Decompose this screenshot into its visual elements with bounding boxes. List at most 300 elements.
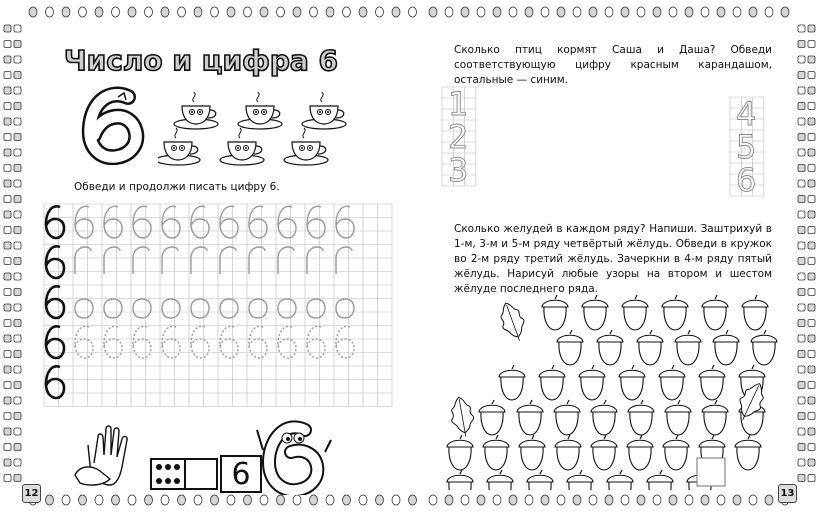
acorn (567, 470, 593, 490)
trace-digit (307, 299, 325, 318)
trace-digit (336, 299, 354, 318)
acorn (447, 435, 473, 470)
border-square (4, 196, 11, 203)
trace-digit (307, 206, 325, 238)
page-title-graphic (60, 40, 360, 80)
border-circle (310, 495, 318, 505)
acorn (751, 330, 777, 365)
border-circle (29, 7, 37, 17)
acorn (702, 295, 728, 330)
acorn (637, 330, 663, 365)
border-square (798, 165, 805, 172)
border-circle (445, 7, 453, 17)
acorns-pyramid[interactable] (440, 290, 780, 490)
dice-dot (156, 478, 162, 484)
border-square (808, 258, 815, 265)
border-circle (260, 495, 268, 505)
border-square (798, 134, 805, 141)
border-circle (161, 495, 169, 505)
border-square (798, 41, 805, 48)
oak-leaf-icon (448, 395, 477, 438)
acorn (742, 295, 768, 330)
border-square (14, 413, 21, 420)
border-circle (392, 7, 400, 17)
border-square (798, 56, 805, 63)
trace-digit (249, 206, 267, 238)
acorn (675, 330, 701, 365)
border-square (14, 397, 21, 404)
trace-digit (278, 299, 296, 318)
acorn (659, 365, 685, 400)
big-digit-six (80, 85, 150, 165)
border-square (4, 475, 11, 482)
border-square (808, 196, 815, 203)
border-circle (557, 7, 565, 17)
border-square (4, 366, 11, 373)
border-square (798, 397, 805, 404)
border-circle (621, 495, 629, 505)
border-circle (509, 495, 517, 505)
dice-six-dots (150, 458, 220, 490)
border-square (4, 382, 11, 389)
acorn (527, 470, 553, 490)
acorn (627, 435, 653, 470)
border-square (798, 242, 805, 249)
trace-digit (220, 326, 238, 358)
border-square (4, 227, 11, 234)
acorn (735, 435, 761, 470)
trace-digit (278, 326, 296, 358)
border-circle (573, 495, 581, 505)
border-square (14, 335, 21, 342)
trace-digit (75, 247, 91, 274)
border-circle (277, 7, 285, 17)
teacup-icon (158, 128, 200, 165)
trace-digit (336, 247, 352, 274)
border-square (808, 242, 815, 249)
border-circle (589, 495, 597, 505)
border-square (798, 180, 805, 187)
trace-digit (162, 326, 180, 358)
border-circle (95, 7, 103, 17)
digit-six-sample (46, 206, 64, 238)
teacup-icon (238, 92, 282, 129)
page-number-left: 12 (22, 484, 41, 503)
border-circle (326, 495, 334, 505)
border-circle (62, 495, 70, 505)
teacup-icon (174, 92, 218, 129)
trace-digit (104, 326, 122, 358)
border-square (14, 289, 21, 296)
border-square (14, 87, 21, 94)
border-square (808, 366, 815, 373)
border-square (808, 428, 815, 435)
border-square (808, 413, 815, 420)
border-square (4, 25, 11, 32)
border-square (798, 87, 805, 94)
acorn (702, 400, 728, 435)
border-square (14, 428, 21, 435)
dice-dot (165, 464, 171, 470)
trace-digit (162, 299, 180, 318)
border-circle (128, 495, 136, 505)
border-square (14, 366, 21, 373)
border-circle (227, 495, 235, 505)
border-square (4, 351, 11, 358)
trace-digit (307, 247, 323, 274)
page-number-right: 13 (778, 484, 797, 503)
border-circle (733, 7, 741, 17)
border-square (798, 475, 805, 482)
answer-box (697, 458, 725, 486)
border-square (798, 196, 805, 203)
border-circle (541, 495, 549, 505)
acorn (582, 295, 608, 330)
border-circle (194, 495, 202, 505)
border-square (798, 211, 805, 218)
border-circle (701, 495, 709, 505)
acorn (487, 470, 513, 490)
dice-dot (156, 464, 162, 470)
border-circle (509, 7, 517, 17)
border-square (4, 41, 11, 48)
trace-digit (75, 326, 93, 358)
border-circle (621, 7, 629, 17)
border-square (808, 304, 815, 311)
border-square (808, 444, 815, 451)
trace-digit (220, 206, 238, 238)
border-square (14, 196, 21, 203)
trace-digit (162, 247, 178, 274)
six-character-illustration (255, 420, 335, 495)
trace-digit (133, 247, 149, 274)
border-square (798, 118, 805, 125)
border-circle (293, 495, 301, 505)
border-square (808, 273, 815, 280)
border-square (798, 366, 805, 373)
border-square (14, 165, 21, 172)
border-circle (685, 495, 693, 505)
border-square (4, 87, 11, 94)
task2-text: Сколько желудей в каждом ряду? Напиши. Заштрихуй в 1-м, 3-м и 5-м ряду четвёртый жёлудь. Обведи в кружок во 2-м ряду третий жёлудь. Зачеркни в 4-м ряду пятый жёлудь. Нарисуй любые узоры на втором и шестом жёлуде последнего ряда. (454, 223, 772, 295)
border-circle (178, 495, 186, 505)
acorn (591, 435, 617, 470)
border-square (798, 459, 805, 466)
hand-six-fingers-icon (70, 415, 150, 490)
border-circle (717, 7, 725, 17)
acorn (647, 470, 673, 490)
trace-digit (220, 247, 236, 274)
trace-digit: 2 (448, 118, 469, 156)
digit-six-sample (46, 326, 64, 358)
border-circle (211, 7, 219, 17)
border-circle (343, 7, 351, 17)
border-square (808, 351, 815, 358)
border-square (808, 134, 815, 141)
trace-digit: 1 (448, 85, 469, 123)
trace-digit (133, 326, 151, 358)
trace-digit (104, 299, 122, 318)
border-circle (244, 7, 252, 17)
border-square (798, 227, 805, 234)
border-circle (461, 495, 469, 505)
acorn (591, 400, 617, 435)
border-square (4, 118, 11, 125)
border-square (808, 149, 815, 156)
border-square (14, 475, 21, 482)
border-square (14, 227, 21, 234)
border-square (808, 165, 815, 172)
border-circle (161, 7, 169, 17)
acorn (699, 365, 725, 400)
border-square (4, 289, 11, 296)
border-circle (749, 7, 757, 17)
border-square (14, 320, 21, 327)
trace-digits-right[interactable] (728, 95, 768, 215)
border-square (798, 289, 805, 296)
border-square (808, 25, 815, 32)
acorn (447, 470, 473, 490)
dice-dot (174, 478, 180, 484)
border-square (4, 444, 11, 451)
border-circle (376, 7, 384, 17)
border-square (14, 351, 21, 358)
border-circle (326, 7, 334, 17)
border-square (798, 149, 805, 156)
border-circle (429, 7, 437, 17)
trace-digit (191, 206, 209, 238)
acorn (519, 435, 545, 470)
border-circle (211, 495, 219, 505)
border-square (798, 258, 805, 265)
border-circle (669, 495, 677, 505)
border-square (808, 335, 815, 342)
border-circle (733, 495, 741, 505)
border-circle (409, 7, 417, 17)
border-circle (605, 7, 613, 17)
trace-digit (191, 299, 209, 318)
border-square (798, 413, 805, 420)
acorn (622, 295, 648, 330)
border-circle (717, 495, 725, 505)
border-square (4, 134, 11, 141)
border-circle (359, 7, 367, 17)
acorn (665, 400, 691, 435)
border-square (4, 258, 11, 265)
border-circle (145, 495, 153, 505)
border-circle (79, 495, 87, 505)
border-square (4, 320, 11, 327)
border-square (4, 149, 11, 156)
border-square (14, 304, 21, 311)
border-square (14, 134, 21, 141)
border-square (14, 180, 21, 187)
acorn (628, 400, 654, 435)
trace-digit (278, 206, 296, 238)
dice-dot (165, 478, 171, 484)
trace-digit (75, 299, 93, 318)
border-square (808, 180, 815, 187)
border-circle (653, 7, 661, 17)
border-circle (445, 495, 453, 505)
border-circle (573, 7, 581, 17)
border-square (4, 273, 11, 280)
trace-digit (104, 206, 122, 238)
border-square (14, 382, 21, 389)
border-circle (477, 495, 485, 505)
trace-digit (133, 206, 151, 238)
border-circle (310, 7, 318, 17)
trace-digit (278, 247, 294, 274)
border-circle (429, 495, 437, 505)
border-square (4, 335, 11, 342)
border-circle (669, 7, 677, 17)
border-square (4, 165, 11, 172)
acorn (499, 365, 525, 400)
teacup-icon (302, 92, 346, 129)
border-square (808, 87, 815, 94)
border-circle (541, 7, 549, 17)
border-square (14, 118, 21, 125)
border-circle (277, 495, 285, 505)
acorn (483, 435, 509, 470)
acorn (597, 330, 623, 365)
trace-digit (336, 206, 354, 238)
acorn (554, 400, 580, 435)
border-square (4, 413, 11, 420)
border-square (14, 242, 21, 249)
acorn (557, 330, 583, 365)
border-square (798, 72, 805, 79)
border-square (4, 72, 11, 79)
page-title: Число и цифра 6 (64, 44, 339, 77)
border-square (14, 149, 21, 156)
border-square (14, 211, 21, 218)
trace-digit (104, 247, 120, 274)
border-circle (145, 7, 153, 17)
border-circle (194, 7, 202, 17)
border-square (798, 320, 805, 327)
trace-digit (220, 299, 238, 318)
trace-digit: 4 (736, 95, 757, 133)
trace-digit (75, 206, 93, 238)
trace-digit: 3 (448, 151, 469, 189)
acorn (542, 295, 568, 330)
border-square (808, 211, 815, 218)
border-circle (605, 495, 613, 505)
trace-digit (249, 247, 265, 274)
trace-digit (191, 326, 209, 358)
acorn (579, 365, 605, 400)
border-circle (589, 7, 597, 17)
border-square (808, 41, 815, 48)
border-square (4, 211, 11, 218)
border-circle (765, 495, 773, 505)
border-circle (343, 495, 351, 505)
trace-digit (133, 299, 151, 318)
border-circle (62, 7, 70, 17)
border-circle (376, 495, 384, 505)
border-circle (637, 7, 645, 17)
border-square (14, 72, 21, 79)
trace-digits-left[interactable] (440, 85, 480, 205)
border-square (14, 444, 21, 451)
acorn (479, 400, 505, 435)
acorn (555, 435, 581, 470)
border-circle (392, 495, 400, 505)
border-circle (128, 7, 136, 17)
border-square (4, 103, 11, 110)
dice-dot (174, 464, 180, 470)
border-square (4, 459, 11, 466)
acorn (619, 365, 645, 400)
border-circle (260, 7, 268, 17)
border-square (798, 103, 805, 110)
border-circle (749, 495, 757, 505)
border-circle (701, 7, 709, 17)
border-square (808, 227, 815, 234)
trace-digit (336, 326, 354, 358)
border-square (808, 103, 815, 110)
border-square (14, 25, 21, 32)
border-square (808, 118, 815, 125)
border-circle (244, 495, 252, 505)
border-circle (493, 495, 501, 505)
trace-digit: 6 (736, 161, 757, 199)
teacups-illustration (158, 92, 348, 172)
digit-six-sample (46, 246, 64, 278)
border-circle (95, 495, 103, 505)
digit-writing-grid[interactable] (40, 200, 400, 415)
border-circle (461, 7, 469, 17)
border-square (798, 382, 805, 389)
border-circle (79, 7, 87, 17)
border-circle (525, 7, 533, 17)
border-circle (685, 7, 693, 17)
trace-digit (191, 247, 207, 274)
border-square (4, 304, 11, 311)
border-circle (637, 495, 645, 505)
border-circle (493, 7, 501, 17)
border-square (798, 444, 805, 451)
border-square (14, 258, 21, 265)
border-square (4, 180, 11, 187)
digit-six-sample (46, 286, 64, 318)
border-square (4, 56, 11, 63)
border-circle (653, 495, 661, 505)
border-square (808, 397, 815, 404)
border-circle (227, 7, 235, 17)
border-circle (112, 495, 120, 505)
border-square (798, 428, 805, 435)
border-square (798, 273, 805, 280)
trace-digit (162, 206, 180, 238)
border-square (4, 428, 11, 435)
trace-digit: 5 (736, 128, 757, 166)
border-circle (359, 495, 367, 505)
border-square (798, 351, 805, 358)
border-square (808, 72, 815, 79)
border-square (808, 289, 815, 296)
teacup-icon (220, 128, 264, 165)
border-circle (781, 7, 789, 17)
digit-six-box: 6 (220, 455, 262, 493)
border-circle (46, 495, 54, 505)
border-circle (293, 7, 301, 17)
border-square (14, 41, 21, 48)
border-square (4, 397, 11, 404)
border-circle (525, 495, 533, 505)
